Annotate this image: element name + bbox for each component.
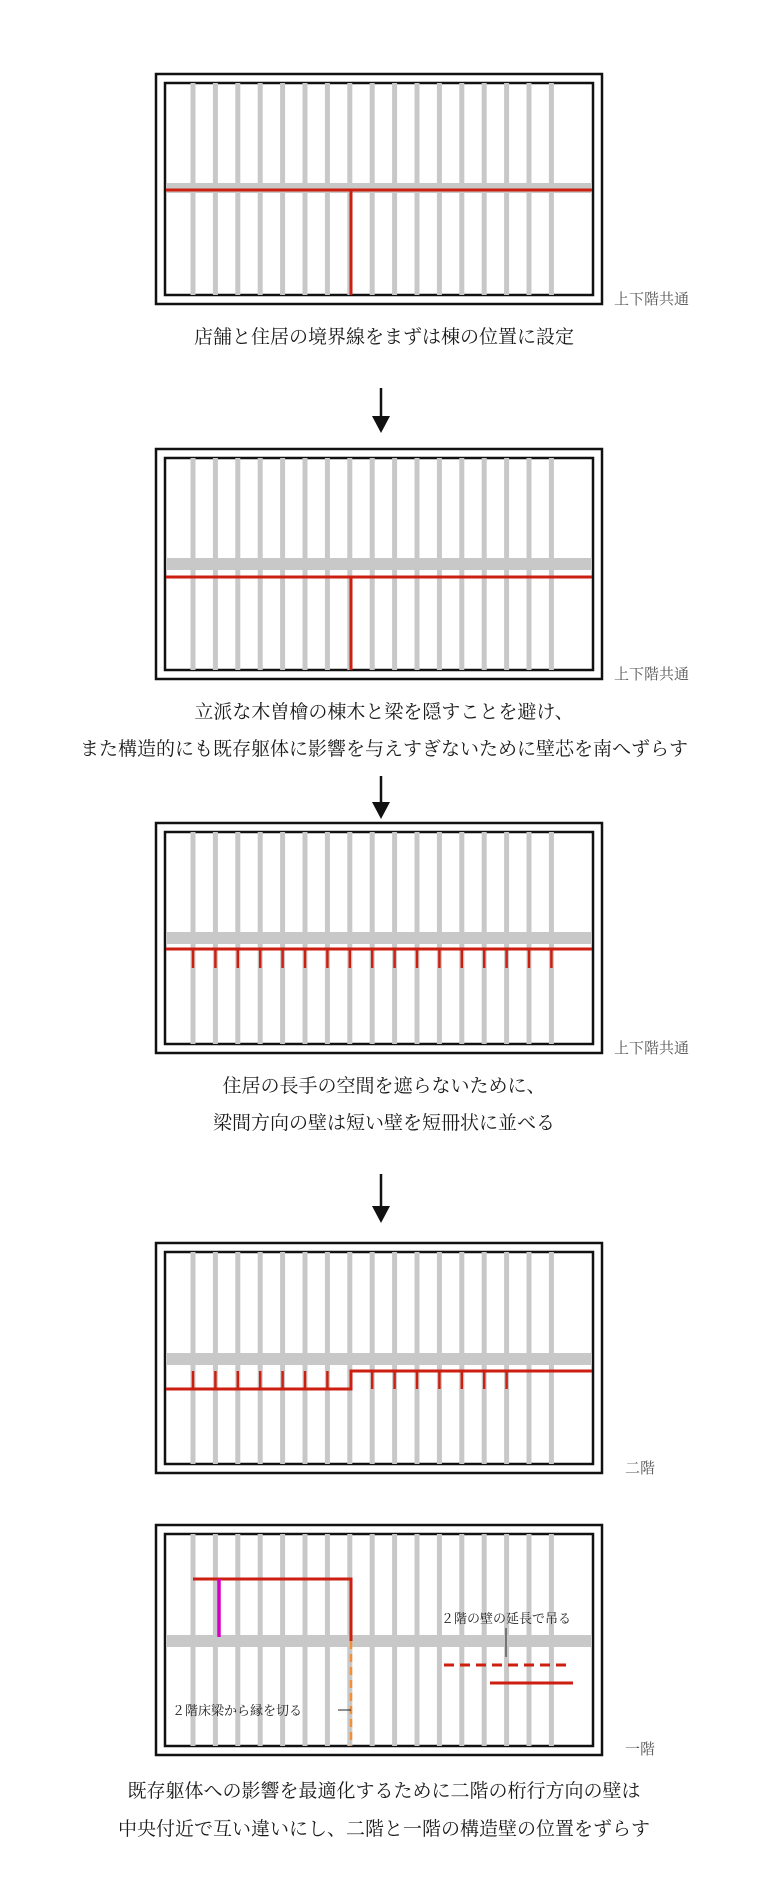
caption-3-line-1: 住居の長手の空間を遮らないために、 bbox=[222, 1075, 546, 1097]
caption-4-line-1: 既存躯体への影響を最適化するために二階の桁行方向の壁は bbox=[127, 1780, 641, 1802]
panel-4 bbox=[156, 1243, 655, 1477]
caption-2-line-1: 立派な木曽檜の棟木と梁を隠すことを避け、 bbox=[194, 701, 574, 723]
panel-3-ridge-beam bbox=[166, 932, 592, 944]
panel-2 bbox=[156, 449, 689, 683]
panel-3-short-walls bbox=[193, 949, 551, 968]
panel-3-floor-label: 上下階共通 bbox=[614, 1039, 690, 1057]
caption-2-line-2: また構造的にも既存躯体に影響を与えすぎないために壁芯を南へずらす bbox=[79, 738, 689, 760]
caption-4-line-2: 中央付近で互い違いにし、二階と一階の構造壁の位置をずらす bbox=[117, 1818, 651, 1840]
panel-1-floor-label: 上下階共通 bbox=[614, 290, 690, 308]
panel-5 bbox=[156, 1525, 655, 1758]
panel-1 bbox=[156, 74, 689, 308]
panel-3 bbox=[156, 823, 689, 1057]
arrow-down-icon bbox=[372, 388, 390, 433]
panel-2-floor-label: 上下階共通 bbox=[614, 665, 690, 683]
panel-4-floor-label: 二階 bbox=[625, 1459, 656, 1477]
arrow-down-icon bbox=[372, 1174, 390, 1223]
caption-1-line-1: 店舗と住居の境界線をまずは棟の位置に設定 bbox=[193, 326, 575, 348]
caption-3-line-2: 梁間方向の壁は短い壁を短冊状に並べる bbox=[212, 1112, 556, 1134]
panel-4-ridge-beam bbox=[166, 1353, 592, 1365]
panel-5-floor-label: 一階 bbox=[625, 1740, 656, 1758]
panel-5-ridge-beam bbox=[166, 1635, 592, 1647]
annotation-hang: ２階の壁の延長で吊る bbox=[440, 1612, 572, 1627]
arrow-down-icon bbox=[372, 776, 390, 819]
annotation-cut: ２階床梁から縁を切る bbox=[172, 1704, 303, 1719]
panel-2-ridge-beam bbox=[166, 558, 592, 570]
